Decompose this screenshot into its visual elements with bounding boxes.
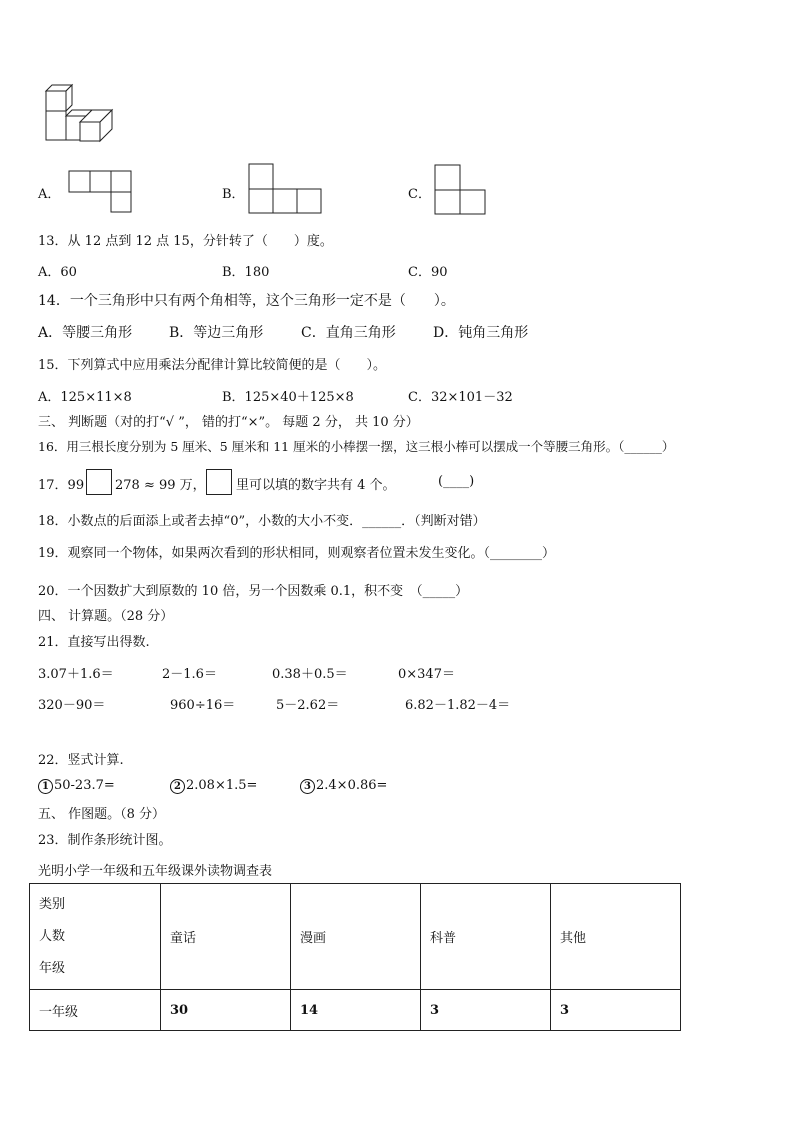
q13-option-b[interactable]: B．180 (222, 265, 270, 280)
q17-answer-blank[interactable]: (____) (438, 474, 475, 489)
survey-table (29, 883, 681, 1031)
question-16: 16．用三根长度分别为 5 厘米、5 厘米和 11 厘米的小棒摆一摆，这三根小棒可以摆成一个等腰三角形。（______） (38, 439, 675, 454)
header-col-science: 科普 (421, 884, 551, 990)
cell-other: 3 (551, 990, 681, 1031)
q14-option-a[interactable]: A．等腰三角形 (38, 325, 133, 341)
section-3-heading: 三、 判断题（对的打“√ ”， 错的打“×”。 每题 2 分， 共 10 分） (38, 415, 419, 430)
option-c-shape-figure (434, 164, 488, 216)
cell-comics: 14 (291, 990, 421, 1031)
q17-part1: 17．99 (38, 478, 85, 493)
q14-option-b[interactable]: B．等边三角形 (169, 325, 264, 341)
question-13-stem: 13．从 12 点到 12 点 15，分针转了（ ）度。 (38, 234, 333, 249)
q21-r2-c4: 6.82－1.82－4＝ (405, 698, 511, 713)
q17-digit-box-2[interactable] (206, 469, 232, 495)
q22-item-2 (170, 778, 257, 794)
q21-r1-c3: 0.38＋0.5＝ (272, 667, 348, 682)
cell-science: 3 (421, 990, 551, 1031)
q22-item-3 (300, 778, 387, 794)
question-23-stem: 23．制作条形统计图。 (38, 833, 172, 848)
question-15-stem: 15．下列算式中应用乘法分配律计算比较简便的是（ ）。 (38, 358, 387, 373)
question-18: 18．小数点的后面添上或者去掉“0”，小数的大小不变．______．（判断对错） (38, 514, 486, 529)
q21-r2-c1: 320－90＝ (38, 698, 106, 713)
question-22-stem: 22．竖式计算. (38, 753, 124, 768)
section-4-heading: 四、 计算题。（28 分） (38, 609, 174, 624)
circled-number-1: 1 (38, 779, 53, 794)
q14-option-d[interactable]: D．钝角三角形 (433, 325, 529, 341)
q15-option-c[interactable]: C．32×101－32 (408, 390, 513, 405)
header-col-fairy-tale: 童话 (161, 884, 291, 990)
question-14-stem: 14．一个三角形中只有两个角相等，这个三角形一定不是（ ）。 (38, 293, 455, 309)
q17-part2: 278 ≈ 99 万， (115, 478, 206, 493)
row-label-grade-1: 一年级 (30, 990, 161, 1031)
circled-number-3: 3 (300, 779, 315, 794)
q21-r1-c1: 3.07＋1.6＝ (38, 667, 114, 682)
header-col-other: 其他 (551, 884, 681, 990)
q22-expr-2: 2.08×1.5= (186, 778, 258, 793)
q12-option-b-label[interactable]: B． (222, 187, 245, 202)
q12-option-a-label[interactable]: A． (38, 187, 61, 202)
survey-table-title: 光明小学一年级和五年级课外读物调查表 (38, 864, 273, 879)
q14-option-c[interactable]: C．直角三角形 (301, 325, 396, 341)
header-grade-label: 年级 (39, 960, 66, 976)
cube-stack-figure (40, 85, 120, 145)
option-a-shape-figure (68, 170, 132, 214)
q21-r2-c3: 5－2.62＝ (276, 698, 340, 713)
table-header-row (30, 884, 681, 990)
cell-fairy-tale: 30 (161, 990, 291, 1031)
header-count-label: 人数 (39, 928, 66, 944)
q12-option-c-label[interactable]: C． (408, 187, 431, 202)
q15-option-b[interactable]: B．125×40＋125×8 (222, 390, 354, 405)
q22-expr-1: 50-23.7= (54, 778, 115, 793)
q21-r1-c4: 0×347＝ (398, 667, 455, 682)
circled-number-2: 2 (170, 779, 185, 794)
q17-digit-box-1[interactable] (86, 469, 112, 495)
q17-part3: 里可以填的数字共有 4 个。 (236, 478, 396, 493)
question-21-stem: 21．直接写出得数. (38, 635, 150, 650)
question-19: 19．观察同一个物体，如果两次看到的形状相同，则观察者位置未发生变化。（________） (38, 546, 556, 561)
header-corner-cell (30, 884, 161, 990)
header-col-comics: 漫画 (291, 884, 421, 990)
header-category-label: 类别 (39, 896, 66, 912)
q22-item-1 (38, 778, 115, 794)
section-5-heading: 五、 作图题。（8 分） (38, 807, 166, 822)
table-row (30, 990, 681, 1031)
q22-expr-3: 2.4×0.86= (316, 778, 388, 793)
option-b-shape-figure (248, 163, 322, 215)
q21-r2-c2: 960÷16＝ (170, 698, 236, 713)
q15-option-a[interactable]: A．125×11×8 (38, 390, 132, 405)
question-20: 20．一个因数扩大到原数的 10 倍，另一个因数乘 0.1，积不变 （_____） (38, 584, 469, 599)
q13-option-a[interactable]: A．60 (38, 265, 77, 280)
q21-r1-c2: 2－1.6＝ (162, 667, 217, 682)
q13-option-c[interactable]: C．90 (408, 265, 448, 280)
